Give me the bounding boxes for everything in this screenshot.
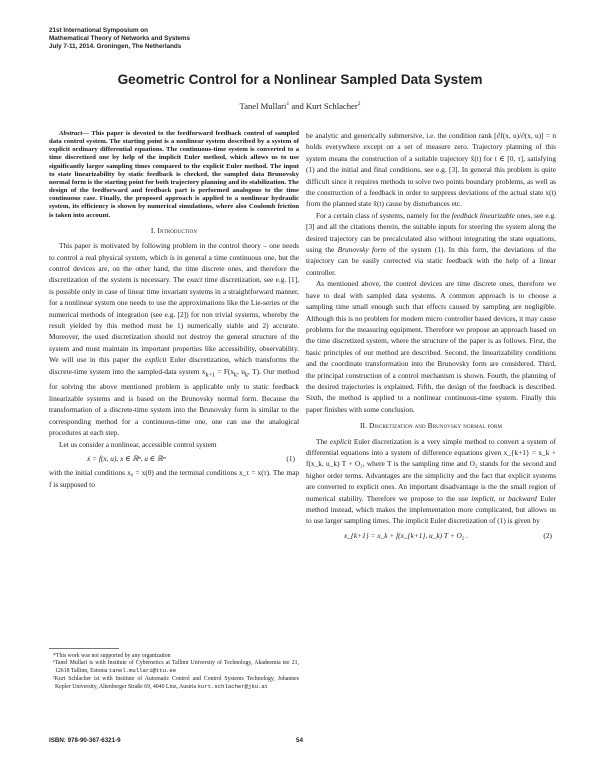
- equation-2: [306, 530, 556, 541]
- author-line: [0, 101, 600, 111]
- equation-1: [49, 453, 299, 464]
- abstract: [49, 130, 299, 220]
- body-paragraph: be analytic and generically submersive, i.e. the condition rank [∂f(x, u)/∂(x, u)] = n holds everywhere except on a set of measure zero. Trajectory planning of this system means the construction of a suitable trajectory x̃(t) for t ∈ [0, τ], satisfying (1) and the initial and final conditions, see e.g. [3]. In general this problem is quite difficult since it requires methods to solve two points boundary problems, as well as the construction of a feedback in order to suppress deviations of the actual state x(t) from the planned state x̃(t) cause by disturbances etc.: [306, 131, 556, 209]
- author-sup: 1: [286, 101, 290, 108]
- author-and: and: [291, 101, 304, 111]
- body-paragraph: For a certain class of systems, namely for the feedback linearizable ones, see e.g. [3] and all the citations therein, the suitable inputs for steering the system along the desired trajectory can be precalculated also without integrating the state equations, using the Brunovsky form of the system (1). In this form, the deviations of the trajectory can be easily corrected via static feedback with the help of a linear controller.: [306, 210, 557, 277]
- footnote-rule: [49, 648, 119, 649]
- section-heading: II. Discretization and Brunovsky normal form: [359, 421, 503, 431]
- section-heading: I. Introduction: [150, 225, 198, 235]
- header-line: 21st International Symposium on: [49, 27, 149, 34]
- intro-paragraph: This paper is motivated by following problem in the control theory – one needs to control a real physical system, which is in general a time continuous one, but the control devices are, on the other hand, the time discrete ones, and therefore the discretization of the system is necessary. The exact time discretization, see e.g. [1], is possible only in case of linear time invariant systems in a straightforward manner, for a nonlinear system one needs to use the approximations like the Lie-series or the numerical methods of integration (see e.g. [2]) for non trivial systems, whereby the result yielded by this method must be 1) numerically stable and 2) accurate. Moreover, the used discretization should not destroy the general structure of the system and must maintain its important properties like accessibility, observability. We will use in this paper the explicit Euler discretization, which transforms the discrete-time system into the sampled-data system $x_{k+1} = F(x_k$, $u_k$, T). Our method for solving the above mentioned problem is applicable only to static feedback linearizable systems and is based on the Brunovsky normal form. Because the transformation of a discrete-time system into the Brunovsky form is similar to the corresponding method for a continuous-time one, one can use the analogical procedures at each step.: [49, 241, 300, 438]
- email-link[interactable]: kurt.schlacher@jku.at: [197, 682, 269, 690]
- intro-paragraph: Let us consider a nonlinear, accessible control system: [59, 439, 217, 449]
- body-paragraph: The explicit Euler discretization is a very simple method to convert a system of differential equations into a system of difference equations given x_{k+1} = x_k + f(x_k, u_k) T + O₂, where T is the sampling time and O₂ stands for the second and higher order terms. Advantages are the simplicity and the fact that explicit systems are converted to explicit ones. An important disadvantage is the the small region of numerical stability. Therefore we propose to the use implicit, or backward Euler method instead, which makes the implementation more complicated, but allows us to use larger sampling times. The implicit Euler discretization of (1) is given by: [306, 436, 557, 526]
- email-link[interactable]: tanel.mullari@ttu.ee: [108, 667, 177, 675]
- intro-paragraph: with the initial conditions x₀ = x(0) and the terminal conditions x_τ = x(τ). The map f is supposed to: [49, 468, 299, 489]
- author-sup: 2: [357, 101, 361, 108]
- equation-body: x_{k+1} = x_k + f(x_{k+1}, u_k) T + O₂ .: [344, 530, 468, 540]
- header-line: July 7-11, 2014. Groningen, The Netherlands: [49, 43, 182, 51]
- equation-number: (2): [543, 530, 552, 540]
- equation-number: (1): [286, 453, 295, 463]
- header-line: Mathematical Theory of Networks and Systems: [49, 35, 191, 43]
- body-paragraph: As mentioned above, the control devices are time discrete ones, therefore we have to deal with sampled data systems. A common approach is to choose a sampling time small enough such that effects caused by sampling are negligible. Although this is no problem for modern micro controller based devices, it may cause problems for the measuring equipment. Therefore we propose an approach based on the time discretized system, where the structure of the paper is as follows. First, the basic principles of our method are described. Second, the linearizability conditions and the coordinate transformation into the Brunovsky form are considered. Third, the principal construction of a control mechanism is shown. Fourth, the planning of the desired trajectories is explained. Fifth, the design of the feedback is described. Sixth, the method is applied to a nonlinear continuous-time system. Finally this paper finishes with some conclusion.: [306, 279, 556, 414]
- author-name: Tanel Mullari: [239, 101, 287, 111]
- footnote: ²Kurt Schlacher ist with Institute of Automatic Control and Control Systems Technology, Johannes Kepler University, Altenberger Straße 69, 4040 Linz, Austria kurt.schlacher@jku.at: [53, 675, 299, 690]
- footnote: *This work was not supported by any organization: [53, 653, 171, 659]
- left-column: [49, 130, 299, 490]
- footnotes: [49, 653, 299, 691]
- paper-title: Geometric Control for a Nonlinear Sampled Data System: [117, 72, 483, 87]
- conference-header: [49, 27, 190, 52]
- author-name: Kurt Schlacher: [305, 101, 358, 111]
- equation-body: ẋ = f(x, u), x ∈ ℝⁿ, u ∈ ℝᵐ: [87, 453, 166, 463]
- abstract-label: Abstract: [59, 130, 83, 137]
- right-column: [306, 130, 556, 544]
- isbn: ISBN: 978-90-367-6321-9: [49, 737, 121, 744]
- footnote: ¹Tanel Mullari is with Institute of Cybernetics at Tallinn University of Technology, Akadeemia tee 21, 12618 Tallinn, Estonia tanel.mullari@ttu.ee: [53, 660, 299, 675]
- page-number: 54: [296, 737, 303, 744]
- abstract-text: — This paper is devoted to the feedforward feedback control of sampled data control system. The starting point is a nonlinear system described by a system of explicit ordinary differential equations. The continuous-time system is converted to a time discretized one by help of the implicit Euler method, which allows us to use significantly larger sampling times compared to the explicit Euler method. The input to state linearizability by static feedback is checked, the sampled data Brunovsky normal form is the starting point for both trajectory planning and its stabilization. The design of the feedforward and feedback part is performed analogous to the time continuous case. Finally, the proposed approach is applied to a nonlinear hydraulic system, its efficiency is shown by numerical simulations, where also Coulomb friction is taken into account.: [49, 130, 299, 219]
